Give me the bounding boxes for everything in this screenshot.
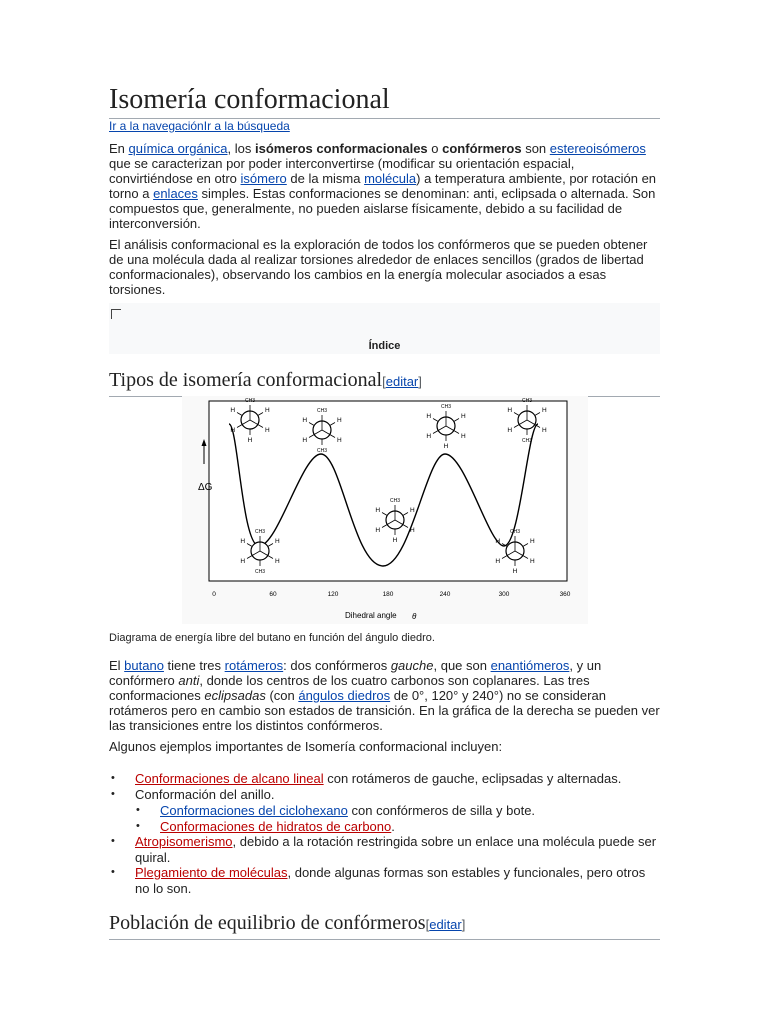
text: son (521, 141, 550, 156)
list-item (109, 865, 660, 896)
x-tick-label: 60 (269, 591, 277, 598)
text: que se caracterizan por poder interconvertirse (modificar su orientación espacial, convirtiéndose en otro (109, 156, 575, 186)
newman-atom-label: H (230, 427, 236, 434)
edit-section: [editar] (425, 917, 466, 932)
link-atropisomerismo[interactable]: Atropisomerismo (135, 834, 233, 849)
section-title: Población de equilibrio de confórmeros (109, 912, 426, 934)
link-isomero[interactable]: isómero (240, 171, 287, 186)
link-quimica-organica[interactable]: química orgánica (128, 141, 228, 156)
link-plegamiento[interactable]: Plegamiento de moléculas (135, 865, 288, 880)
newman-atom-label: H (541, 427, 547, 434)
newman-atom-label: H (409, 527, 415, 534)
newman-atom-label: H (529, 538, 535, 545)
bold-isomeros-conformacionales: isómeros conformacionales (254, 141, 428, 156)
link-enlaces[interactable]: enlaces (153, 186, 198, 201)
toc-title: Índice (368, 340, 401, 352)
link-ciclohexano[interactable]: Conformaciones del ciclohexano (160, 803, 348, 818)
newman-atom-label: H (495, 538, 501, 545)
edit-link[interactable]: editar (429, 917, 462, 932)
x-tick-label: 180 (382, 591, 394, 598)
x-axis-label: Dihedral angle (345, 611, 397, 620)
newman-atom-label: CH3 (244, 398, 256, 404)
newman-atom-label: H (507, 407, 513, 414)
newman-atom-label: H (240, 538, 246, 545)
skip-links[interactable] (109, 119, 290, 133)
newman-atom-label: H (426, 433, 432, 440)
x-tick-label: 240 (439, 591, 451, 598)
text: de la misma (286, 171, 365, 186)
newman-atom-label: CH3 (440, 404, 452, 410)
table-of-contents (109, 303, 660, 354)
newman-atom-label: H (529, 558, 535, 565)
examples-list (109, 771, 660, 896)
y-axis-label: ΔG (198, 482, 213, 493)
newman-atom-label: CH3 (316, 448, 328, 454)
theta-symbol: θ (412, 612, 417, 621)
list-item (135, 819, 660, 835)
text: , donde los centros de los cuatro carbonos son coplanares. Las tres conformaciones (109, 673, 590, 703)
y-arrow-head (202, 439, 207, 446)
intro-paragraph (109, 141, 660, 231)
newman-atom-label: CH3 (509, 529, 521, 535)
newman-atom-label: H (375, 507, 381, 514)
list-item (109, 787, 660, 835)
text: ) a temperatura ambiente, por rotación en torno a (109, 171, 657, 201)
text: Conformación del anillo. (135, 786, 275, 802)
list-item (109, 771, 660, 787)
text: . (391, 818, 395, 834)
examples-intro: Algunos ejemplos importantes de Isomería conformacional incluyen: (109, 739, 503, 754)
text: , donde algunas formas son estables y funcionales, pero otros no lo son. (135, 865, 646, 896)
x-tick-labels (212, 591, 571, 598)
butane-paragraph (109, 658, 660, 733)
newman-atom-label: CH3 (521, 438, 533, 444)
italic-anti: anti (178, 673, 200, 688)
newman-atom-label: H (240, 558, 246, 565)
newman-atom-label: H (375, 527, 381, 534)
page-title: Isomería conformacional (109, 84, 660, 119)
link-rotameros[interactable]: rotámeros (224, 658, 284, 673)
section-title: Tipos de isomería conformacional (109, 369, 383, 391)
text: : dos confórmeros (283, 658, 391, 673)
newman-atom-label: H (443, 443, 449, 450)
newman-atom-label: H (426, 413, 432, 420)
text: (con (265, 688, 299, 703)
link-enantiomeros[interactable]: enantiómeros (490, 658, 570, 673)
toc-toggle-checkbox[interactable] (111, 309, 121, 319)
text: simples. Estas conformaciones se denominan: anti, eclipsada o alternada. Son compuestos que, generalmente, no pueden aislarse físicamente, debido a su facilidad de interconversión. (109, 186, 656, 231)
link-molecula[interactable]: molécula (364, 171, 417, 186)
link-angulos-diedros[interactable]: ángulos diedros (298, 688, 391, 703)
text: con rotámeros de gauche, eclipsadas y alternadas. (323, 771, 622, 786)
section-heading-tipos (109, 367, 660, 397)
x-tick-label: 360 (559, 591, 571, 598)
text: , y un confórmero (109, 658, 602, 688)
text: con confórmeros de silla y bote. (347, 803, 536, 818)
link-hidratos-carbono[interactable]: Conformaciones de hidratos de carbono (160, 818, 392, 834)
text: En (109, 141, 129, 156)
list-item (135, 803, 660, 819)
text: tiene tres (163, 658, 225, 673)
x-tick-label: 0 (212, 591, 216, 598)
text: de 0°, 120° y 240°) no se consideran rotámeros pero en cambio son estados de transición. En la gráfica de la derecha se pueden ver las transiciones entre los distintos confórmeros. (109, 688, 660, 733)
newman-atom-label: H (302, 417, 308, 424)
newman-atom-label: CH3 (389, 498, 401, 504)
link-estereoisomeros[interactable]: estereoisómeros (549, 141, 646, 156)
newman-atom-label: H (495, 558, 501, 565)
newman-atom-label: CH3 (521, 398, 533, 404)
newman-atom-label: H (512, 568, 518, 575)
x-tick-label: 300 (498, 591, 510, 598)
text: , los (227, 141, 255, 156)
bold-conformeros: confórmeros (442, 141, 522, 156)
edit-section: [editar] (382, 374, 422, 389)
text: , debido a la rotación restringida sobre un enlace una molécula puede ser quiral. (135, 834, 657, 865)
newman-atom-label: H (274, 558, 280, 565)
newman-atom-label: H (336, 417, 342, 424)
sub-list (135, 803, 660, 834)
text: El (109, 658, 125, 673)
newman-atom-label: H (460, 433, 466, 440)
newman-atom-label: H (230, 407, 236, 414)
newman-atom-label: H (264, 407, 270, 414)
newman-atom-label: H (247, 437, 253, 444)
list-item (109, 834, 660, 865)
figure-caption: Diagrama de energía libre del butano en función del ángulo diedro. (109, 632, 435, 644)
newman-atom-label: H (264, 427, 270, 434)
link-butano[interactable]: butano (124, 658, 164, 673)
section-heading-poblacion (109, 910, 660, 940)
energy-plot (182, 396, 588, 624)
analysis-paragraph: El análisis conformacional es la exploración de todos los confórmeros que se pueden obtener de una molécula dada al realizar torsiones alrededor de enlaces sencillos (grados de libertad conformacionales), observando los cambios en la energía molecular asociados a esas torsiones. (109, 237, 648, 297)
link-alcano-lineal[interactable]: Conformaciones de alcano lineal (135, 771, 324, 786)
newman-atom-label: H (392, 537, 398, 544)
newman-atom-label: H (541, 407, 547, 414)
newman-atom-label: H (460, 413, 466, 420)
newman-atom-label: CH3 (254, 529, 266, 535)
newman-atom-label: CH3 (316, 408, 328, 414)
italic-gauche: gauche (390, 658, 434, 673)
newman-atom-label: H (302, 437, 308, 444)
newman-atom-label: H (409, 507, 415, 514)
skip-navigation-link[interactable]: Ir a la navegaciónIr a la búsqueda (109, 119, 290, 133)
text: o (427, 141, 443, 156)
text: , que son (433, 658, 491, 673)
italic-eclipsadas: eclipsadas (204, 688, 266, 703)
newman-atom-label: CH3 (254, 569, 266, 575)
x-tick-label: 120 (327, 591, 339, 598)
butane-energy-diagram (182, 396, 588, 624)
edit-link[interactable]: editar (385, 374, 419, 389)
newman-atom-label: H (336, 437, 342, 444)
newman-atom-label: H (274, 538, 280, 545)
newman-atom-label: H (507, 427, 513, 434)
